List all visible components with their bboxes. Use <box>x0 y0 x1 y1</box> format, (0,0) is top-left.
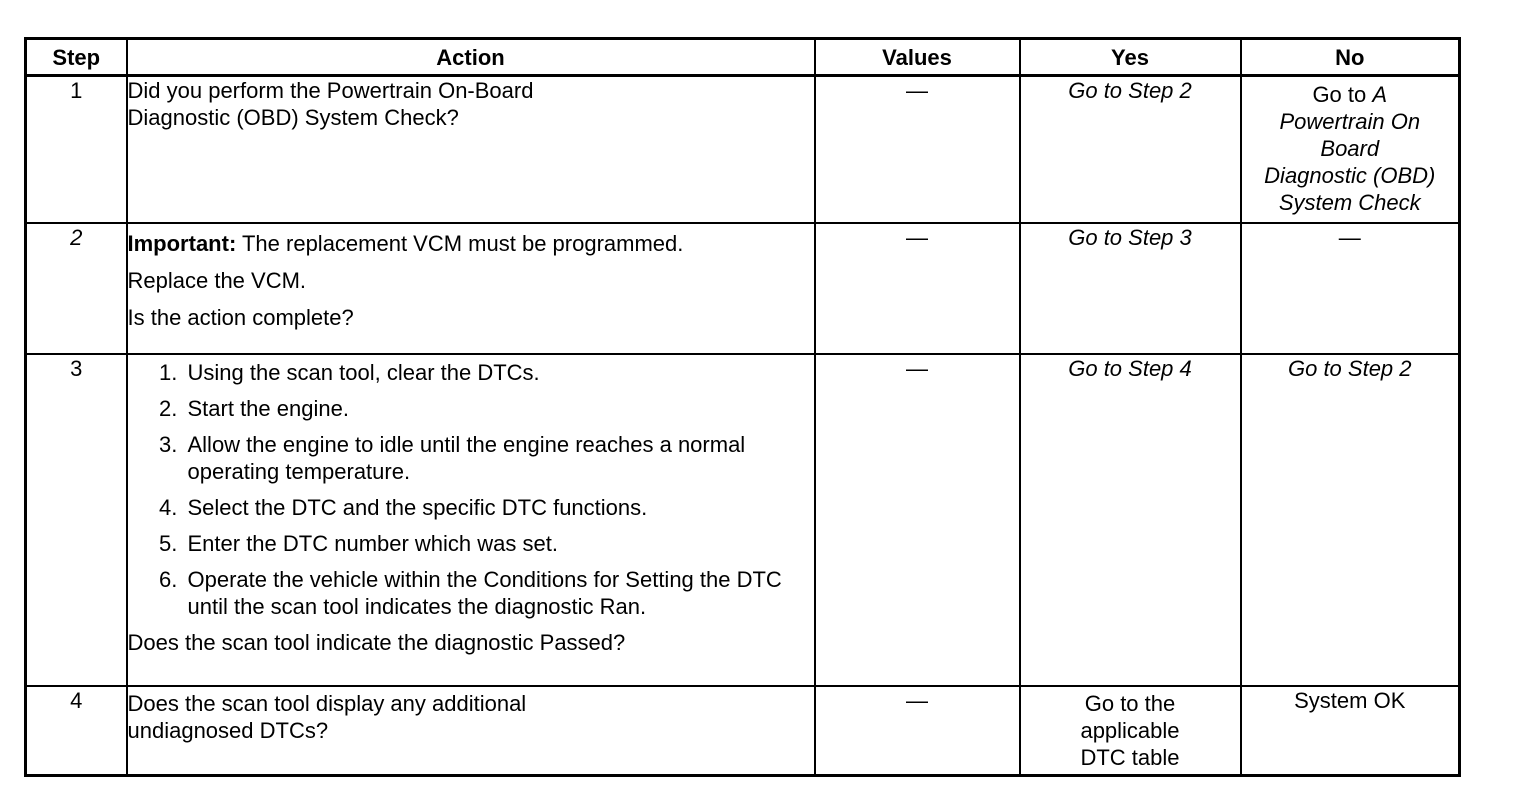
no-cell: — <box>1241 223 1460 354</box>
yes-cell[interactable] <box>1020 686 1241 776</box>
action-text-line: Replace the VCM. <box>127 267 307 293</box>
yes-cell[interactable]: Go to Step 3 <box>1020 223 1241 354</box>
table-row-step-4 <box>26 686 1460 776</box>
step-number: 1 <box>26 76 127 223</box>
step-number: 2 <box>26 223 127 354</box>
yes-cell[interactable]: Go to Step 2 <box>1020 76 1241 223</box>
table-row-step-3 <box>26 354 1460 686</box>
values-cell: — <box>815 354 1020 686</box>
header-values: Values <box>815 39 1020 76</box>
header-step: Step <box>26 39 127 76</box>
list-item: 6. Operate the vehicle within the Conditions for Setting the DTC until the scan tool indicates the diagnostic Ran. <box>184 566 814 620</box>
action-text-line: Diagnostic (OBD) System Check? <box>127 105 459 130</box>
no-cell: System OK <box>1241 686 1460 776</box>
header-yes: Yes <box>1020 39 1241 76</box>
diagnostic-table <box>24 37 1461 777</box>
no-link-prefix: Go to <box>1312 82 1367 107</box>
action-cell <box>127 223 815 354</box>
step-number: 4 <box>26 686 127 776</box>
no-link-line: Diagnostic (OBD) <box>1264 163 1436 188</box>
no-cell[interactable] <box>1241 76 1460 223</box>
values-cell: — <box>815 223 1020 354</box>
action-text-line: Did you perform the Powertrain On-Board <box>127 78 534 103</box>
yes-cell[interactable]: Go to Step 4 <box>1020 354 1241 686</box>
header-action: Action <box>127 39 815 76</box>
action-text-line: Does the scan tool display any additional <box>127 690 527 716</box>
values-cell: — <box>815 76 1020 223</box>
list-item: 4. Select the DTC and the specific DTC functions. <box>184 494 814 521</box>
no-link-line: Board <box>1320 136 1380 161</box>
table-row-step-1 <box>26 76 1460 223</box>
list-item: 2. Start the engine. <box>184 395 814 422</box>
header-row <box>26 39 1460 76</box>
action-text-line: undiagnosed DTCs? <box>127 717 329 743</box>
important-label: Important: <box>127 230 237 256</box>
action-cell <box>127 76 815 223</box>
values-cell: — <box>815 686 1020 776</box>
no-link-line <box>1242 81 1459 108</box>
list-item: 1. Using the scan tool, clear the DTCs. <box>184 359 814 386</box>
yes-link-line: DTC table <box>1080 744 1180 770</box>
table-row-step-2 <box>26 223 1460 354</box>
important-note <box>128 230 814 257</box>
step-number: 3 <box>26 354 127 686</box>
yes-link-line: Go to the <box>1084 690 1176 716</box>
action-cell <box>127 686 815 776</box>
no-link-line: System Check <box>1278 190 1421 215</box>
important-text: The replacement VCM must be programmed. <box>241 230 684 256</box>
list-item: 5. Enter the DTC number which was set. <box>184 530 814 557</box>
action-question: Does the scan tool indicate the diagnostic Passed? <box>127 629 626 655</box>
procedure-list <box>128 359 814 620</box>
no-cell[interactable]: Go to Step 2 <box>1241 354 1460 686</box>
no-link-line: Powertrain On <box>1279 109 1421 134</box>
yes-link-line: applicable <box>1080 717 1180 743</box>
header-no: No <box>1241 39 1460 76</box>
no-link-text: A <box>1372 82 1388 107</box>
action-cell <box>127 354 815 686</box>
list-item: 3. Allow the engine to idle until the engine reaches a normal operating temperature. <box>184 431 814 485</box>
action-text-line: Is the action complete? <box>127 304 354 330</box>
